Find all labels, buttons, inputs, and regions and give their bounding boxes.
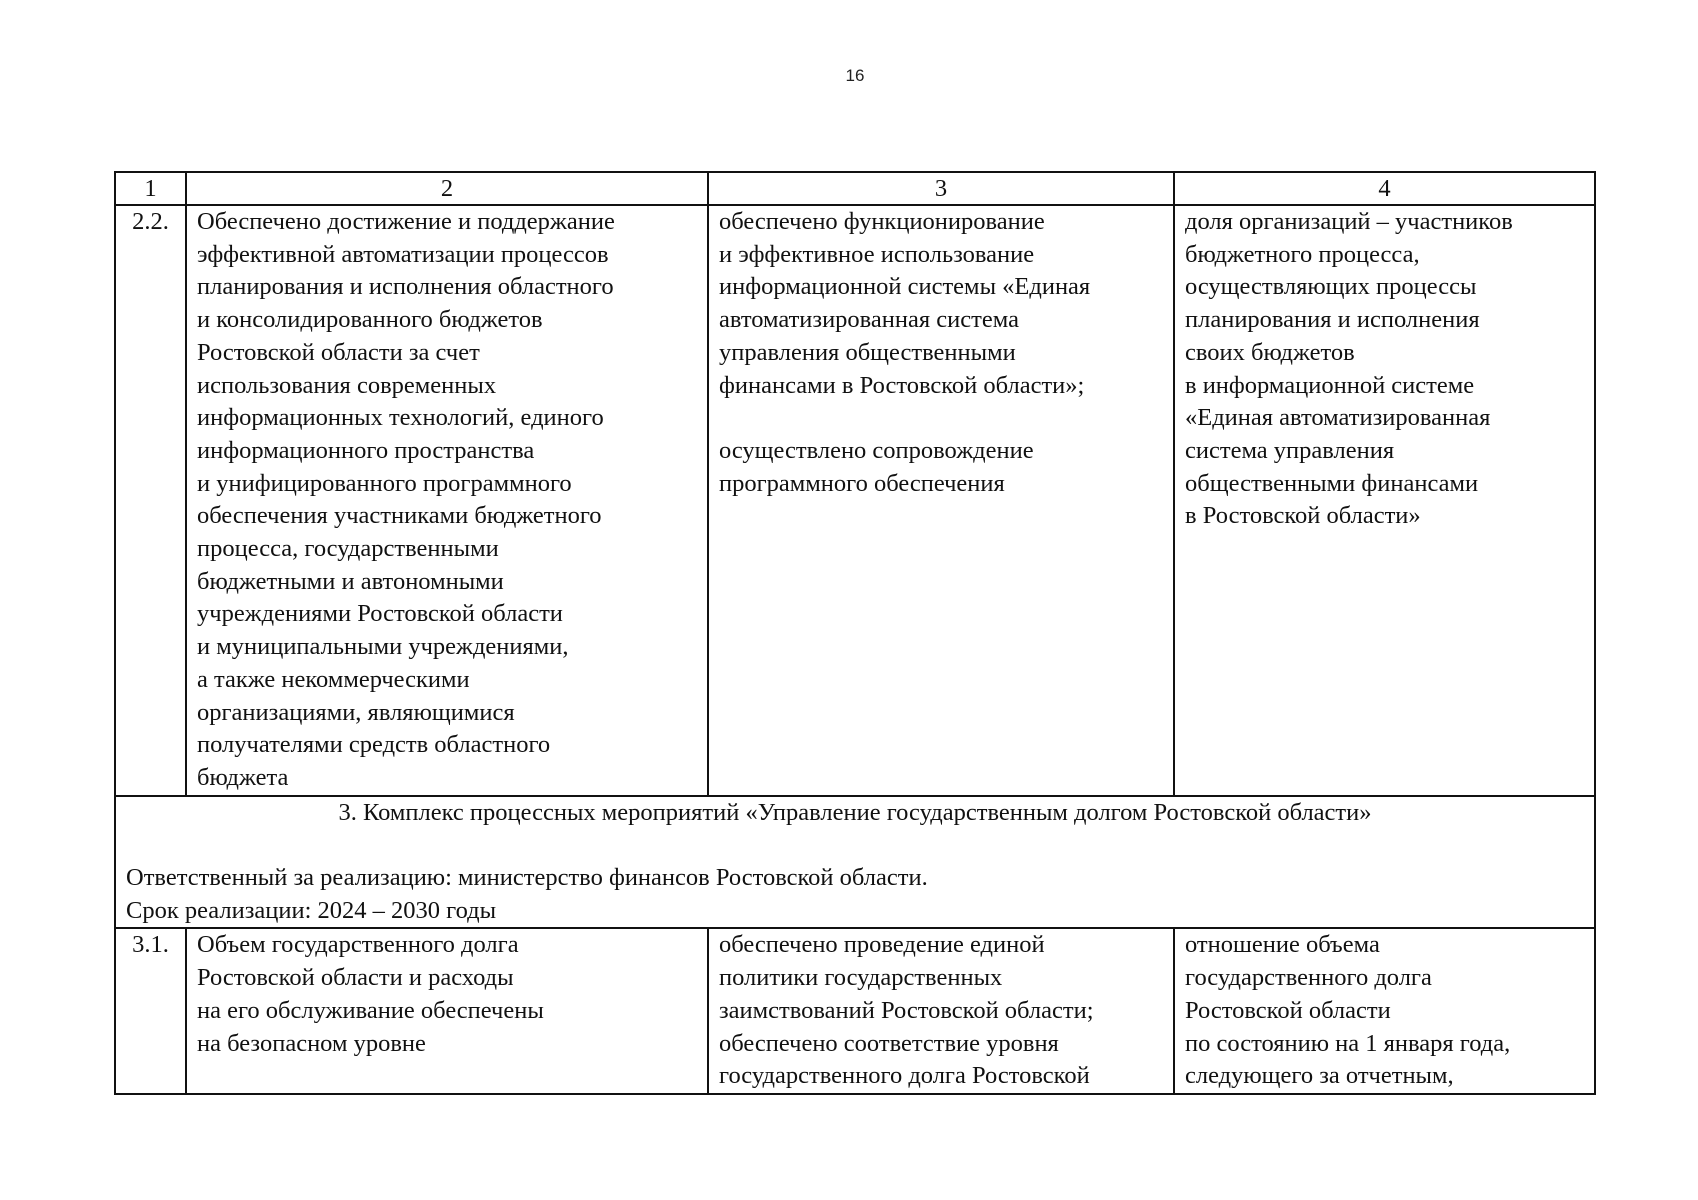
text-line: в информационной системе [1185,371,1475,399]
text-line: и унифицированного программного [197,469,572,497]
text-line: а также некоммерческими [197,665,470,693]
text-line: обеспечено соответствие уровня [719,1029,1059,1057]
text-line: процесса, государственными [197,535,499,563]
text-line: доля организаций – участников [1185,208,1513,235]
text-line: планирования и исполнения [1185,306,1480,334]
text-line: планирования и исполнения областного [197,273,614,301]
section-header-row [115,796,1595,929]
text-line: «Единая автоматизированная [1185,404,1491,432]
task-description-cell [186,205,708,796]
text-line: осуществлено сопровождение [719,436,1034,464]
text-line: и консолидированного бюджетов [197,306,543,334]
measures-table [114,171,1596,1095]
text-line: осуществляющих процессы [1185,273,1477,301]
paragraph-gap [126,829,1584,862]
text-line: на безопасном уровне [197,1029,426,1057]
text-line: и муниципальными учреждениями, [197,633,569,661]
text-line: управления общественными [719,338,1016,366]
text-line: общественными финансами [1185,469,1479,497]
indicator-cell [1174,205,1595,796]
text-line: Ростовской области и расходы [197,964,514,992]
result-description-cell [708,928,1174,1094]
text-line: обеспечения участниками бюджетного [197,502,602,530]
text-line: на его обслуживание обеспечены [197,996,544,1024]
text-line: государственного долга [1185,964,1432,992]
section-title: 3. Комплекс процессных мероприятий «Управление государственным долгом Ростовской области» [338,798,1372,826]
header-cell-1: 1 [115,172,186,205]
text-line: эффективной автоматизации процессов [197,240,609,268]
row-number-cell: 2.2. [115,205,186,796]
text-line: в Ростовской области» [1185,502,1421,530]
text-line: политики государственных [719,964,1003,992]
text-line: по состоянию на 1 января года, [1185,1029,1511,1057]
text-line: учреждениями Ростовской области [197,600,563,628]
text-line: автоматизированная система [719,306,1019,334]
row-number-cell: 3.1. [115,928,186,1094]
text-line: бюджета [197,763,289,791]
result-description-cell [708,205,1174,796]
section-responsible: Ответственный за реализацию: министерство финансов Ростовской области. [126,864,928,892]
table-row-3-1 [115,928,1595,1094]
text-line: финансами в Ростовской области»; [719,371,1085,399]
text-line: Обеспечено достижение и поддержание [197,208,615,235]
task-description-cell [186,928,708,1094]
header-cell-4: 4 [1174,172,1595,205]
text-line: система управления [1185,436,1395,464]
indicator-cell [1174,928,1595,1094]
section-header-cell [115,796,1595,929]
page-number: 16 [845,66,865,85]
text-line: Ростовской области [1185,996,1391,1024]
text-line: программного обеспечения [719,469,1005,497]
text-line: бюджетного процесса, [1185,240,1420,268]
section-period: Срок реализации: 2024 – 2030 годы [126,896,497,924]
table-header-row [115,172,1595,205]
text-line: своих бюджетов [1185,338,1355,366]
paragraph-gap [719,402,1163,435]
text-line: использования современных [197,371,497,399]
text-line: заимствований Ростовской области; [719,996,1094,1024]
text-line: Ростовской области за счет [197,338,480,366]
text-line: информационных технологий, единого [197,404,604,432]
header-cell-3: 3 [708,172,1174,205]
table-row-2-2 [115,205,1595,796]
text-line: Объем государственного долга [197,931,519,959]
text-line: следующего за отчетным, [1185,1062,1454,1090]
text-line: обеспечено проведение единой [719,931,1045,959]
text-line: отношение объема [1185,931,1380,959]
text-line: бюджетными и автономными [197,567,504,595]
header-cell-2: 2 [186,172,708,205]
text-line: получателями средств областного [197,731,551,759]
text-line: обеспечено функционирование [719,208,1045,235]
text-line: государственного долга Ростовской [719,1062,1090,1090]
text-line: организациями, являющимися [197,698,515,726]
text-line: информационного пространства [197,436,535,464]
text-line: и эффективное использование [719,240,1035,268]
text-line: информационной системы «Единая [719,273,1091,301]
